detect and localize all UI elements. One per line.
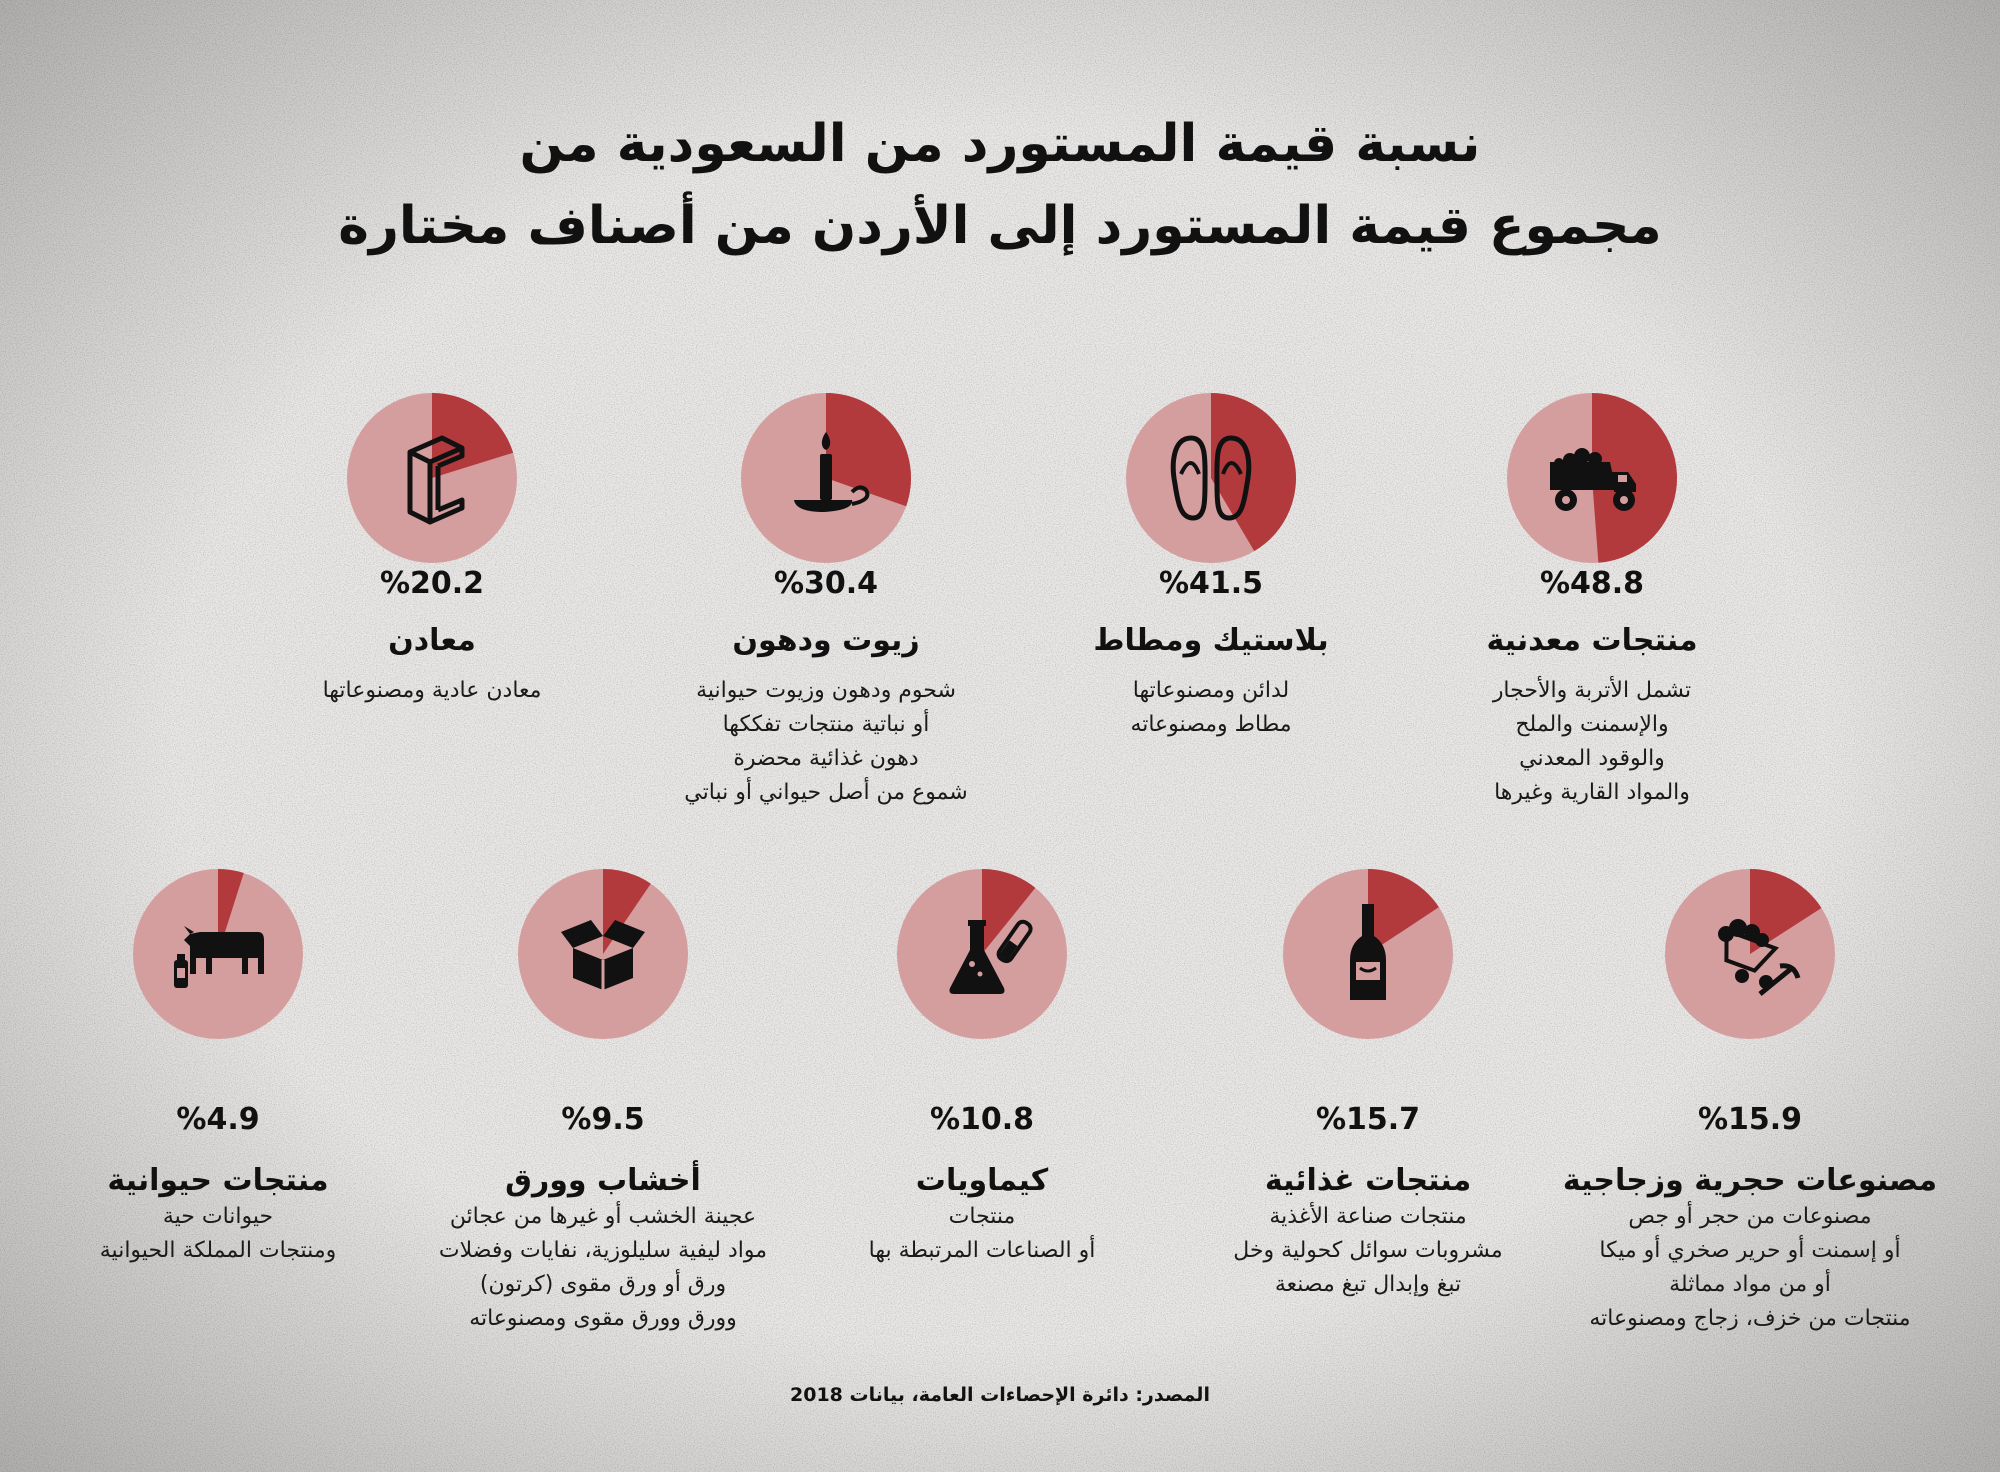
category-card-stone-glass [1560,868,1940,1336]
description-line: ومنتجات المملكة الحيوانية [99,1238,337,1263]
category-title: منتجات حيوانية [107,1163,329,1198]
source-note: المصدر: دائرة الإحصاءات العامة، بيانات 2018 [790,1384,1210,1406]
pie-chart [1506,392,1678,564]
percentage-label: %15.7 [1315,1102,1421,1137]
category-description [242,674,622,708]
percentage-label: %15.9 [1697,1102,1803,1137]
description-line: شحوم ودهون وزيوت حيوانية [696,678,956,703]
category-card-plastics-rubber [1021,392,1401,742]
percentage-label: %20.2 [379,566,485,601]
category-description [636,674,1016,810]
category-card-wood-paper [413,868,793,1336]
category-description [28,1200,408,1268]
description-line: دهون غذائية محضرة [733,746,919,771]
pie-chart [1282,868,1454,1040]
description-line: معادن عادية ومصنوعاتها [322,678,542,703]
category-title: أخشاب وورق [505,1163,701,1198]
description-line: منتجات صناعة الأغذية [1269,1204,1467,1229]
description-line: مصنوعات من حجر أو جص [1628,1204,1872,1229]
description-line: حيوانات حية [162,1204,274,1229]
description-line: ورق أو ورق مقوى (كرتون) [479,1272,727,1297]
category-description [1402,674,1782,810]
description-line: أو نباتية منتجات تفككها [722,712,930,737]
percentage-label: %4.9 [176,1102,260,1137]
category-description [1178,1200,1558,1302]
category-description [1560,1200,1940,1336]
category-description [413,1200,793,1336]
pie-chart [132,868,304,1040]
description-line: أو إسمنت أو حرير صخري أو ميكا [1599,1238,1901,1263]
description-line: مواد ليفية سليلوزية، نفايات وفضلات [438,1238,768,1263]
page-title-line-2: مجموع قيمة المستورد إلى الأردن من أصناف مختارة [338,196,1662,256]
category-title: منتجات معدنية [1486,623,1698,658]
percentage-label: %30.4 [773,566,879,601]
description-line: وورق وورق مقوى ومصنوعاته [469,1306,737,1331]
pie-chart [1125,392,1297,564]
description-line: أو الصناعات المرتبطة بها [868,1238,1096,1263]
percentage-label: %48.8 [1539,566,1645,601]
description-line: والإسمنت والملح [1515,712,1669,737]
category-title: كيماويات [915,1163,1049,1198]
category-card-food-products [1178,868,1558,1302]
description-line: لدائن ومصنوعاتها [1132,678,1290,703]
description-line: عجينة الخشب أو غيرها من عجائن [449,1204,757,1229]
category-title: زيوت ودهون [732,623,920,658]
category-title: بلاستيك ومطاط [1093,623,1329,658]
description-line: مشروبات سوائل كحولية وخل [1233,1238,1503,1263]
description-line: تشمل الأتربة والأحجار [1492,678,1692,703]
pie-chart [346,392,518,564]
category-card-mineral-products [1402,392,1782,810]
percentage-label: %9.5 [561,1102,645,1137]
description-line: أو من مواد مماثلة [1669,1272,1831,1297]
category-title: منتجات غذائية [1264,1163,1472,1198]
pie-chart [740,392,912,564]
category-card-animal-products [28,868,408,1268]
description-line: منتجات من خزف، زجاج ومصنوعاته [1589,1306,1911,1331]
category-card-chemicals [792,868,1172,1268]
description-line: منتجات [948,1204,1016,1229]
page-title-line-1: نسبة قيمة المستورد من السعودية من [519,114,1481,174]
description-line: والوقود المعدني [1519,746,1665,771]
pie-chart [1664,868,1836,1040]
description-line: شموع من أصل حيواني أو نباتي [684,780,968,805]
description-line: والمواد القارية وغيرها [1494,780,1690,805]
percentage-label: %10.8 [929,1102,1035,1137]
pie-chart [517,868,689,1040]
category-card-oils-fats [636,392,1016,810]
description-line: مطاط ومصنوعاته [1130,712,1292,737]
percentage-label: %41.5 [1158,566,1264,601]
category-card-metals [242,392,622,708]
category-title: معادن [388,623,476,658]
category-description [792,1200,1172,1268]
description-line: تبغ وإبدال تبغ مصنعة [1274,1272,1462,1297]
pie-chart [896,868,1068,1040]
category-title: مصنوعات حجرية وزجاجية [1562,1163,1938,1198]
category-description [1021,674,1401,742]
